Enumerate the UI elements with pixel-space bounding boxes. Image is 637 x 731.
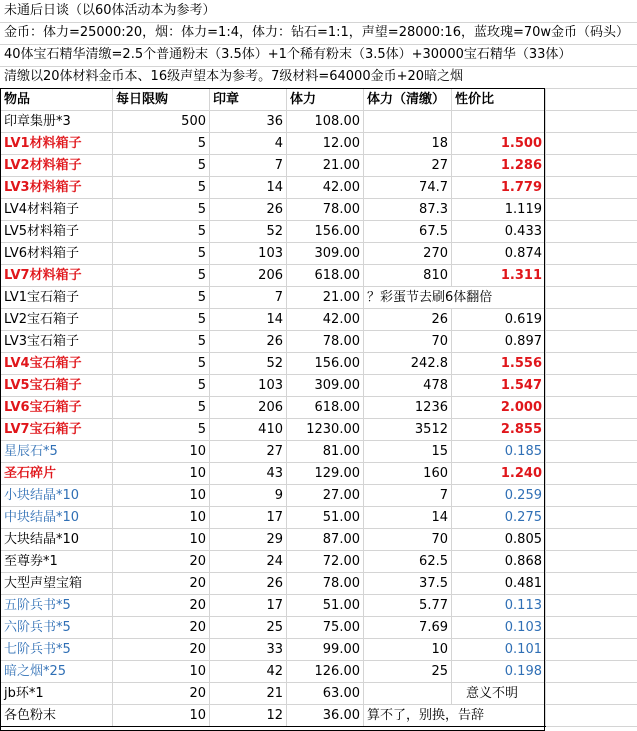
table-row xyxy=(1,397,546,419)
table-row xyxy=(1,375,546,397)
cell-daily-limit: 5 xyxy=(113,287,210,309)
header-seal: 印章 xyxy=(210,89,287,111)
cell-note: 算不了，别换，告辞 xyxy=(364,705,546,727)
cell-stamina: 78.00 xyxy=(287,331,364,353)
gridline xyxy=(546,374,637,375)
cell-stamina: 51.00 xyxy=(287,507,364,529)
cell-value-ratio: 1.779 xyxy=(452,177,546,199)
cell-seal: 12 xyxy=(210,705,287,727)
cell-seal: 4 xyxy=(210,133,287,155)
cell-daily-limit: 10 xyxy=(113,463,210,485)
note-title: 未通后日谈（以60体活动本为参考） xyxy=(4,3,216,18)
cell-stamina: 21.00 xyxy=(287,287,364,309)
cell-stamina-clear: 14 xyxy=(364,507,452,529)
cell-item: LV4材料箱子 xyxy=(1,199,113,221)
cell-daily-limit: 5 xyxy=(113,397,210,419)
cell-seal: 206 xyxy=(210,265,287,287)
table-row xyxy=(1,529,546,551)
cell-item: 星辰石*5 xyxy=(1,441,113,463)
cell-value-ratio: 1.286 xyxy=(452,155,546,177)
cell-value-ratio: 0.897 xyxy=(452,331,546,353)
cell-item: LV3宝石箱子 xyxy=(1,331,113,353)
cell-item: 各色粉末 xyxy=(1,705,113,727)
gridline xyxy=(546,154,637,155)
cell-value-ratio: 0.103 xyxy=(452,617,546,639)
gridline xyxy=(546,726,637,727)
cell-seal: 52 xyxy=(210,353,287,375)
cell-item: 中块结晶*10 xyxy=(1,507,113,529)
cell-seal: 7 xyxy=(210,287,287,309)
cell-stamina-clear: 810 xyxy=(364,265,452,287)
cell-value-ratio: 0.101 xyxy=(452,639,546,661)
cell-item: LV4宝石箱子 xyxy=(1,353,113,375)
cell-seal: 206 xyxy=(210,397,287,419)
table-row xyxy=(1,617,546,639)
table-row xyxy=(1,419,546,441)
cell-item: 暗之烟*25 xyxy=(1,661,113,683)
cell-stamina: 63.00 xyxy=(287,683,364,705)
cell-daily-limit: 5 xyxy=(113,155,210,177)
cell-item: 至尊券*1 xyxy=(1,551,113,573)
cell-value-ratio: 0.868 xyxy=(452,551,546,573)
cell-stamina: 42.00 xyxy=(287,177,364,199)
cell-seal: 103 xyxy=(210,375,287,397)
cell-daily-limit: 5 xyxy=(113,331,210,353)
table-row xyxy=(1,573,546,595)
table-row xyxy=(1,353,546,375)
cell-stamina: 618.00 xyxy=(287,265,364,287)
cell-daily-limit: 5 xyxy=(113,265,210,287)
cell-stamina: 156.00 xyxy=(287,221,364,243)
cell-value-ratio: 1.119 xyxy=(452,199,546,221)
cell-daily-limit: 10 xyxy=(113,661,210,683)
cell-seal: 43 xyxy=(210,463,287,485)
cell-item: LV7材料箱子 xyxy=(1,265,113,287)
table-row xyxy=(1,221,546,243)
table-row xyxy=(1,705,546,727)
cell-stamina-clear: 1236 xyxy=(364,397,452,419)
table-row xyxy=(1,661,546,683)
cell-stamina-clear: 62.5 xyxy=(364,551,452,573)
cell-stamina-clear: 26 xyxy=(364,309,452,331)
cell-daily-limit: 5 xyxy=(113,243,210,265)
gridline xyxy=(546,440,637,441)
cell-daily-limit: 20 xyxy=(113,595,210,617)
cell-stamina-clear: 70 xyxy=(364,529,452,551)
cell-stamina-clear: 478 xyxy=(364,375,452,397)
cell-stamina: 75.00 xyxy=(287,617,364,639)
gridline xyxy=(546,462,637,463)
cell-stamina-clear: 70 xyxy=(364,331,452,353)
gridline xyxy=(546,682,637,683)
table-row xyxy=(1,441,546,463)
cell-stamina-clear: 87.3 xyxy=(364,199,452,221)
cell-stamina: 99.00 xyxy=(287,639,364,661)
cell-stamina-clear: 74.7 xyxy=(364,177,452,199)
gridline xyxy=(546,594,637,595)
table-header-row xyxy=(1,89,546,111)
gridline xyxy=(546,528,637,529)
cell-seal: 14 xyxy=(210,309,287,331)
table-row xyxy=(1,551,546,573)
gridline xyxy=(546,198,637,199)
cell-daily-limit: 10 xyxy=(113,507,210,529)
cell-item: 圣石碎片 xyxy=(1,463,113,485)
cell-item: 七阶兵书*5 xyxy=(1,639,113,661)
note-rates: 金币：体力=25000:20，烟：体力=1:4，体力：钻石=1:1，声望=28000:16，蓝玫瑰=70w金币（码头） xyxy=(4,25,630,40)
cell-stamina-clear xyxy=(364,111,452,133)
cell-stamina-clear: 7 xyxy=(364,485,452,507)
cell-daily-limit: 5 xyxy=(113,419,210,441)
cell-item: jb环*1 xyxy=(1,683,113,705)
cell-item: LV3材料箱子 xyxy=(1,177,113,199)
note-reference: 清缴以20体材料金币本、16级声望本为参考。7级材料=64000金币+20暗之烟 xyxy=(4,69,464,84)
cell-daily-limit: 5 xyxy=(113,199,210,221)
cell-value-ratio: 意义不明 xyxy=(452,683,546,705)
cell-seal: 17 xyxy=(210,507,287,529)
cell-daily-limit: 20 xyxy=(113,639,210,661)
gridline xyxy=(546,572,637,573)
cell-item: 六阶兵书*5 xyxy=(1,617,113,639)
cell-daily-limit: 5 xyxy=(113,177,210,199)
cell-seal: 29 xyxy=(210,529,287,551)
table-row xyxy=(1,683,546,705)
cell-item: 印章集册*3 xyxy=(1,111,113,133)
cell-value-ratio: 0.481 xyxy=(452,573,546,595)
cell-seal: 52 xyxy=(210,221,287,243)
cell-daily-limit: 5 xyxy=(113,375,210,397)
cell-seal: 26 xyxy=(210,573,287,595)
cell-seal: 42 xyxy=(210,661,287,683)
table-row xyxy=(1,265,546,287)
table-row xyxy=(1,507,546,529)
cell-item: 小块结晶*10 xyxy=(1,485,113,507)
gridline xyxy=(546,264,637,265)
cell-value-ratio: 0.113 xyxy=(452,595,546,617)
cell-stamina-clear xyxy=(364,683,452,705)
cell-stamina: 51.00 xyxy=(287,595,364,617)
header-stamina: 体力 xyxy=(287,89,364,111)
gridline xyxy=(546,506,637,507)
gridline xyxy=(546,330,637,331)
empty-columns xyxy=(546,88,637,729)
cell-item: LV1材料箱子 xyxy=(1,133,113,155)
gridline xyxy=(546,308,637,309)
cell-item: 五阶兵书*5 xyxy=(1,595,113,617)
cell-stamina: 72.00 xyxy=(287,551,364,573)
note-gem-essence: 40体宝石精华清缴=2.5个普通粉末（3.5体）+1个稀有粉末（3.5体）+30000宝石精华（33体） xyxy=(4,47,572,62)
gridline xyxy=(546,242,637,243)
cell-daily-limit: 10 xyxy=(113,529,210,551)
cell-daily-limit: 5 xyxy=(113,133,210,155)
gridline xyxy=(546,110,637,111)
cell-daily-limit: 20 xyxy=(113,617,210,639)
cell-value-ratio: 1.500 xyxy=(452,133,546,155)
cell-seal: 26 xyxy=(210,331,287,353)
cell-value-ratio: 0.433 xyxy=(452,221,546,243)
cell-stamina-clear: 160 xyxy=(364,463,452,485)
cell-value-ratio: 0.275 xyxy=(452,507,546,529)
gridline xyxy=(546,704,637,705)
cell-note: ？彩蛋节去刷6体翻倍 xyxy=(364,287,546,309)
cell-daily-limit: 20 xyxy=(113,683,210,705)
table-row xyxy=(1,111,546,133)
cell-stamina: 27.00 xyxy=(287,485,364,507)
cell-stamina: 21.00 xyxy=(287,155,364,177)
table-row xyxy=(1,485,546,507)
table-row xyxy=(1,177,546,199)
cell-stamina: 12.00 xyxy=(287,133,364,155)
cell-seal: 26 xyxy=(210,199,287,221)
cell-seal: 7 xyxy=(210,155,287,177)
gridline xyxy=(546,220,637,221)
cell-item: 大块结晶*10 xyxy=(1,529,113,551)
cell-value-ratio: 0.619 xyxy=(452,309,546,331)
cell-stamina: 309.00 xyxy=(287,375,364,397)
cell-value-ratio xyxy=(452,111,546,133)
cell-stamina-clear: 27 xyxy=(364,155,452,177)
cell-seal: 33 xyxy=(210,639,287,661)
cell-seal: 24 xyxy=(210,551,287,573)
gridline xyxy=(546,132,637,133)
cell-stamina-clear: 18 xyxy=(364,133,452,155)
cell-item: 大型声望宝箱 xyxy=(1,573,113,595)
cell-daily-limit: 5 xyxy=(113,353,210,375)
cell-daily-limit: 5 xyxy=(113,221,210,243)
cell-stamina-clear: 10 xyxy=(364,639,452,661)
table-row xyxy=(1,463,546,485)
cell-stamina: 42.00 xyxy=(287,309,364,331)
header-value-ratio: 性价比 xyxy=(452,89,546,111)
gridline xyxy=(546,418,637,419)
cell-value-ratio: 2.000 xyxy=(452,397,546,419)
table-row xyxy=(1,287,546,309)
cell-seal: 410 xyxy=(210,419,287,441)
cell-stamina-clear: 5.77 xyxy=(364,595,452,617)
price-table xyxy=(0,88,546,727)
cell-item: LV2材料箱子 xyxy=(1,155,113,177)
gridline xyxy=(546,484,637,485)
cell-seal: 103 xyxy=(210,243,287,265)
cell-stamina: 36.00 xyxy=(287,705,364,727)
cell-daily-limit: 5 xyxy=(113,309,210,331)
cell-stamina-clear: 3512 xyxy=(364,419,452,441)
cell-seal: 25 xyxy=(210,617,287,639)
table-row xyxy=(1,595,546,617)
cell-value-ratio: 0.259 xyxy=(452,485,546,507)
header-stamina-clear: 体力（清缴） xyxy=(364,89,452,111)
table-row xyxy=(1,309,546,331)
gridline xyxy=(546,660,637,661)
cell-stamina: 108.00 xyxy=(287,111,364,133)
cell-stamina: 156.00 xyxy=(287,353,364,375)
cell-seal: 21 xyxy=(210,683,287,705)
table-row xyxy=(1,133,546,155)
cell-stamina-clear: 25 xyxy=(364,661,452,683)
cell-seal: 27 xyxy=(210,441,287,463)
cell-value-ratio: 1.547 xyxy=(452,375,546,397)
table-row xyxy=(1,331,546,353)
cell-stamina-clear: 37.5 xyxy=(364,573,452,595)
gridline xyxy=(546,550,637,551)
cell-stamina-clear: 242.8 xyxy=(364,353,452,375)
gridline xyxy=(546,286,637,287)
gridline xyxy=(546,616,637,617)
cell-seal: 9 xyxy=(210,485,287,507)
cell-item: LV2宝石箱子 xyxy=(1,309,113,331)
cell-stamina: 618.00 xyxy=(287,397,364,419)
cell-daily-limit: 20 xyxy=(113,573,210,595)
cell-stamina: 129.00 xyxy=(287,463,364,485)
cell-seal: 36 xyxy=(210,111,287,133)
cell-value-ratio: 2.855 xyxy=(452,419,546,441)
cell-daily-limit: 10 xyxy=(113,485,210,507)
header-item: 物品 xyxy=(1,89,113,111)
table-row xyxy=(1,199,546,221)
table-row xyxy=(1,243,546,265)
cell-stamina: 78.00 xyxy=(287,573,364,595)
cell-stamina: 309.00 xyxy=(287,243,364,265)
cell-stamina-clear: 67.5 xyxy=(364,221,452,243)
gridline xyxy=(546,396,637,397)
cell-value-ratio: 0.805 xyxy=(452,529,546,551)
cell-stamina-clear: 270 xyxy=(364,243,452,265)
cell-item: LV7宝石箱子 xyxy=(1,419,113,441)
cell-stamina-clear: 7.69 xyxy=(364,617,452,639)
cell-item: LV6材料箱子 xyxy=(1,243,113,265)
cell-value-ratio: 0.185 xyxy=(452,441,546,463)
cell-daily-limit: 10 xyxy=(113,705,210,727)
cell-value-ratio: 1.240 xyxy=(452,463,546,485)
cell-daily-limit: 500 xyxy=(113,111,210,133)
cell-stamina: 78.00 xyxy=(287,199,364,221)
cell-value-ratio: 1.556 xyxy=(452,353,546,375)
cell-item: LV5材料箱子 xyxy=(1,221,113,243)
cell-item: LV1宝石箱子 xyxy=(1,287,113,309)
table-row xyxy=(1,639,546,661)
cell-item: LV6宝石箱子 xyxy=(1,397,113,419)
gridline xyxy=(546,638,637,639)
cell-stamina: 1230.00 xyxy=(287,419,364,441)
cell-value-ratio: 0.198 xyxy=(452,661,546,683)
cell-value-ratio: 0.874 xyxy=(452,243,546,265)
cell-seal: 14 xyxy=(210,177,287,199)
cell-stamina: 87.00 xyxy=(287,529,364,551)
cell-value-ratio: 1.311 xyxy=(452,265,546,287)
cell-daily-limit: 20 xyxy=(113,551,210,573)
cell-daily-limit: 10 xyxy=(113,441,210,463)
cell-item: LV5宝石箱子 xyxy=(1,375,113,397)
cell-seal: 17 xyxy=(210,595,287,617)
cell-stamina: 81.00 xyxy=(287,441,364,463)
cell-stamina: 126.00 xyxy=(287,661,364,683)
cell-stamina-clear: 15 xyxy=(364,441,452,463)
header-daily-limit: 每日限购 xyxy=(113,89,210,111)
gridline xyxy=(546,176,637,177)
gridline xyxy=(546,352,637,353)
table-row xyxy=(1,155,546,177)
